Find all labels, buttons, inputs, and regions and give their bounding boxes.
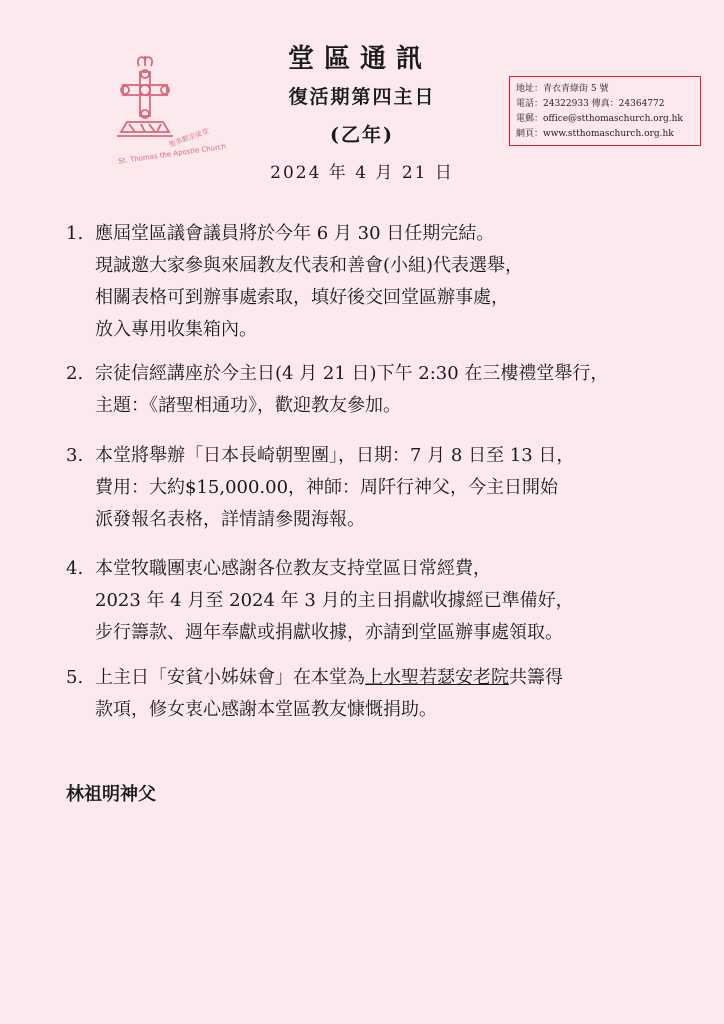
item-line [66, 662, 563, 694]
item-line: 費用：大約$15,000.00，神師：周阡行神父，今主日開始 [95, 477, 559, 498]
item-number: 2. [66, 363, 84, 384]
logo-chinese-text: 聖多默宗徒堂 [167, 127, 211, 149]
notice-item [66, 553, 574, 649]
item-number: 3. [66, 445, 84, 466]
liturgical-subtitle: 復活期第四主日 [288, 86, 436, 108]
item-line: 相關表格可到辦事處索取，填好後交回堂區辦事處， [95, 287, 509, 308]
contact-phone: 電話：24322933 傳真：24364772 [516, 99, 665, 109]
notice-item [66, 662, 563, 726]
contact-web: 網頁：www.stthomaschurch.org.hk [516, 129, 674, 139]
item-text: 上主日「安貧小姊妹會」在本堂為 [95, 667, 365, 688]
page-title: 堂區通訊 [287, 44, 432, 74]
liturgical-year: (乙年) [330, 124, 394, 146]
item-line: 步行籌款、週年奉獻或捐獻收據，亦請到堂區辦事處領取。 [95, 622, 563, 643]
contact-box [509, 76, 701, 146]
item-line: 本堂牧職團衷心感謝各位教友支持堂區日常經費， [95, 558, 491, 579]
notice-item [66, 440, 574, 536]
item-line: 現誠邀大家參與來屆教友代表和善會(小組)代表選舉， [95, 255, 524, 276]
item-text: 共籌得 [509, 667, 563, 688]
item-line: 主題：《諸聖相通功》，歡迎教友參加。 [95, 395, 401, 416]
notice-item [66, 218, 523, 346]
item-line: 款項，修女衷心感謝本堂區教友慷慨捐助。 [95, 699, 437, 720]
issue-date: 2024 年 4 月 21 日 [270, 163, 454, 183]
item-number: 4. [66, 558, 84, 579]
item-line: 應屆堂區議會議員將於今年 6 月 30 日任期完結。 [95, 223, 495, 244]
contact-address: 地址：青衣青綠街 5 號 [516, 84, 609, 94]
item-line: 2023 年 4 月至 2024 年 3 月的主日捐獻收據經已準備好， [95, 590, 574, 611]
signature: 林祖明神父 [66, 784, 156, 805]
notice-item [66, 358, 608, 422]
item-number: 1. [66, 223, 84, 244]
item-line: 宗徒信經講座於今主日(4 月 21 日)下午 2:30 在三樓禮堂舉行， [95, 363, 609, 384]
logo-english-text: St. Thomas the Apostle Church [117, 142, 227, 166]
item-line: 本堂將舉辦「日本長崎朝聖團」，日期：7 月 8 日至 13 日， [95, 445, 575, 466]
elderly-home-name: 上水聖若瑟安老院 [365, 667, 509, 688]
contact-email: 電郵：office@stthomaschurch.org.hk [516, 114, 683, 124]
item-number: 5. [66, 667, 84, 688]
item-line: 派發報名表格，詳情請參閱海報。 [95, 509, 365, 530]
item-line: 放入專用收集箱內。 [95, 319, 257, 340]
